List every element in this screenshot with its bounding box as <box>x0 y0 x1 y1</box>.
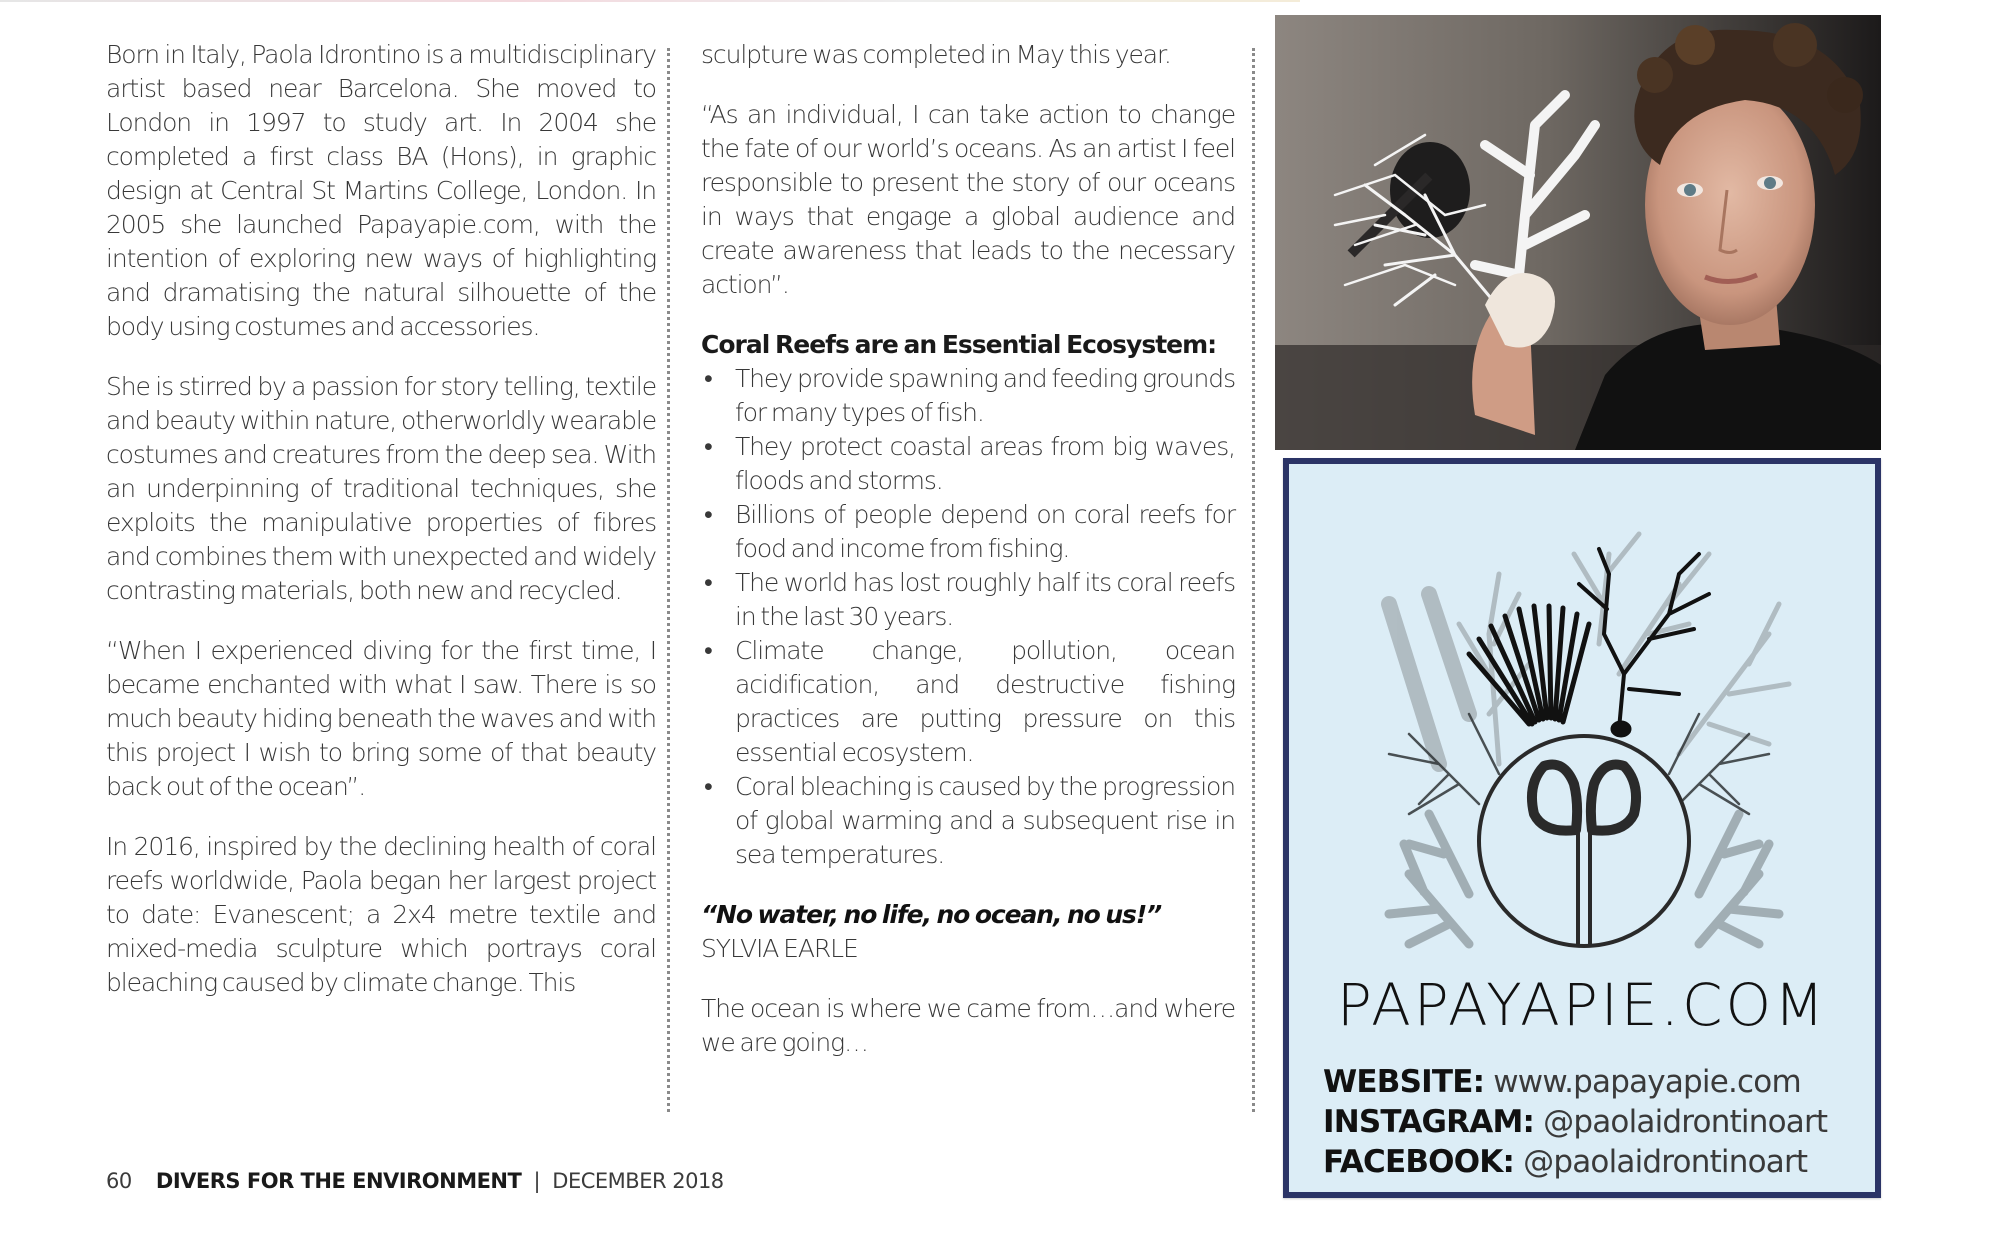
list-item <box>701 362 1235 430</box>
paragraph-continuation: sculpture was completed in May this year. <box>701 40 1171 69</box>
list-item-text: They protect coastal areas from big waves, floods and storms. <box>735 432 1235 495</box>
footer-separator: | <box>533 1169 541 1193</box>
bullet-icon: • <box>704 500 712 529</box>
pull-quote: “No water, no life, no ocean, no us!” <box>701 900 1162 929</box>
artist-info-box <box>1283 458 1881 1198</box>
paragraph-inspiration: She is stirred by a passion for story telling, textile and beauty within nature, otherworldly wearable costumes and creatures from the deep sea. With an underpinning of traditional techniques, she exploits the manipulative properties of fibres and combines them with unexpected and widely contrasting materials, both new and recycled. <box>106 372 656 605</box>
bullet-icon: • <box>704 364 712 393</box>
issue-date: DECEMBER 2018 <box>552 1169 724 1193</box>
coral-facts-list <box>701 362 1235 872</box>
bullet-icon: • <box>704 636 712 665</box>
section-subheading: Coral Reefs are an Essential Ecosystem: <box>701 330 1217 359</box>
list-item-text: They provide spawning and feeding grounds for many types of fish. <box>735 364 1235 427</box>
bullet-icon: • <box>704 568 712 597</box>
page-footer <box>106 1168 724 1194</box>
paragraph-bio: Born in Italy, Paola Idrontino is a multidisciplinary artist based near Barcelona. She moved to London in 1997 to study art. In 2004 she completed a first class BA (Hons), in graphic design at Central St Martins College, London. In 2005 she launched Papayapie.com, with the intention of exploring new ways of highlighting and dramatising the natural silhouette of the body using costumes and accessories. <box>106 40 656 341</box>
contact-facebook <box>1323 1142 1827 1182</box>
paragraph-diving-quote: “When I experienced diving for the first time, I became enchanted with what I saw. There is so much beauty hiding beneath the waves and with this project I wish to bring some of that beauty back out of the ocean”. <box>106 636 656 801</box>
paragraph-closing: The ocean is where we came from…and where we are going… <box>701 994 1235 1057</box>
portrait-image <box>1275 15 1881 450</box>
contact-instagram <box>1323 1102 1827 1142</box>
contact-website <box>1323 1062 1827 1102</box>
contact-label: INSTAGRAM: <box>1323 1104 1535 1140</box>
list-item-text: The world has lost roughly half its coral reefs in the last 30 years. <box>735 568 1235 631</box>
brand-name: PAPAYAPIE.COM <box>1336 971 1828 1039</box>
facebook-handle[interactable]: @paolaidrontinoart <box>1523 1144 1808 1180</box>
column-divider-right <box>1252 48 1255 1112</box>
paragraph-evanescent: In 2016, inspired by the declining health of coral reefs worldwide, Paola began her largest project to date: Evanescent; a 2x4 metre textile and mixed-media sculpture which portrays coral bleaching caused by climate change. This <box>106 832 656 997</box>
article-column-left <box>106 38 656 1000</box>
list-item <box>701 498 1235 566</box>
article-column-middle <box>701 38 1235 1060</box>
list-item <box>701 634 1235 770</box>
list-item-text: Coral bleaching is caused by the progression of global warming and a subsequent rise in sea temperatures. <box>735 772 1235 869</box>
page-number: 60 <box>106 1169 132 1193</box>
contact-list <box>1323 1062 1827 1182</box>
list-item <box>701 566 1235 634</box>
list-item-text: Billions of people depend on coral reefs for food and income from fishing. <box>735 500 1235 563</box>
paragraph-artist-quote: “As an individual, I can take action to change the fate of our world’s oceans. As an artist I feel responsible to present the story of our oceans in ways that engage a global audience and create awareness that leads to the necessary action”. <box>701 100 1235 299</box>
contact-label: FACEBOOK: <box>1323 1144 1515 1180</box>
bullet-icon: • <box>704 432 712 461</box>
list-item <box>701 770 1235 872</box>
papayapie-logo <box>1349 514 1819 964</box>
magazine-title: DIVERS FOR THE ENVIRONMENT <box>155 1169 522 1193</box>
list-item-text: Climate change, pollution, ocean acidification, and destructive fishing practices are putting pressure on this essential ecosystem. <box>735 636 1235 767</box>
artist-portrait-photo <box>1275 15 1881 450</box>
top-edge-strip <box>0 0 1300 2</box>
contact-label: WEBSITE: <box>1323 1064 1485 1100</box>
pull-quote-author: SYLVIA EARLE <box>701 934 858 963</box>
column-divider-left <box>667 48 670 1112</box>
website-link[interactable]: www.papayapie.com <box>1493 1064 1801 1100</box>
instagram-handle[interactable]: @paolaidrontinoart <box>1543 1104 1828 1140</box>
bullet-icon: • <box>704 772 712 801</box>
list-item <box>701 430 1235 498</box>
